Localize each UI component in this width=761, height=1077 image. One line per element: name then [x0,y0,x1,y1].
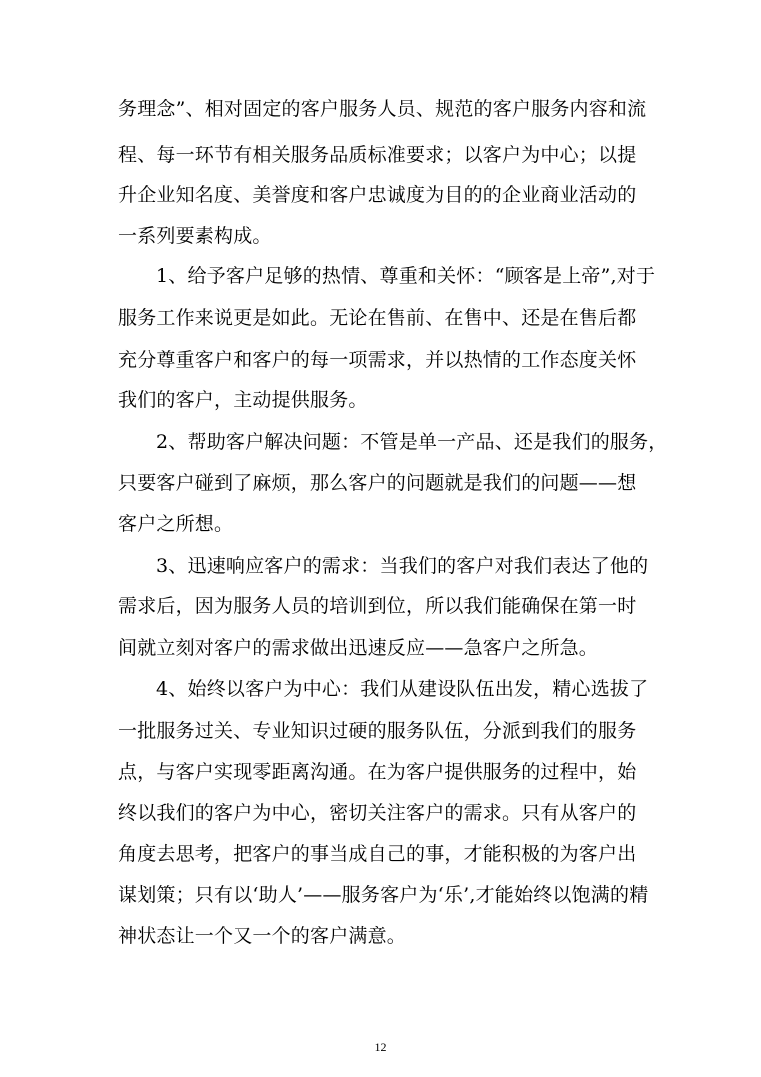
text-line: 务理念”、相对固定的客户服务人员、规范的客户服务内容和流 [118,98,647,120]
text-line: 终以我们的客户为中心，密切关注客户的需求。只有从客户的 [118,802,637,824]
page-number: 12 [374,1040,387,1054]
paragraph-2-first-line: 2、帮助客户解决问题：不管是单一产品、还是我们的服务， [156,431,668,453]
text-line: 程、每一环节有相关服务品质标准要求；以客户为中心；以提 [118,144,637,166]
text-line: 需求后，因为服务人员的培训到位，所以我们能确保在第一时 [118,595,637,617]
text-line: 服务工作来说更是如此。无论在售前、在售中、还是在售后都 [118,307,637,329]
text-line: 角度去思考，把客户的事当成自己的事，才能积极的为客户出 [118,843,637,865]
text-line: 升企业知名度、美誉度和客户忠诚度为目的的企业商业活动的 [118,184,637,206]
text-line: 一批服务过关、专业知识过硬的服务队伍，分派到我们的服务 [118,720,637,742]
text-line: 我们的客户，主动提供服务。 [118,389,368,411]
paragraph-3-first-line: 3、迅速响应客户的需求：当我们的客户对我们表达了他的 [156,555,649,577]
text-line: 间就立刻对客户的需求做出迅速反应——急客户之所急。 [118,637,599,659]
text-line: 神状态让一个又一个的客户满意。 [118,925,407,947]
text-line: 只要客户碰到了麻烦，那么客户的问题就是我们的问题——想 [118,472,637,494]
text-line: 充分尊重客户和客户的每一项需求，并以热情的工作态度关怀 [118,349,637,371]
text-line: 客户之所想。 [118,513,234,535]
paragraph-4-first-line: 4、始终以客户为中心：我们从建设队伍出发，精心选拔了 [156,678,649,700]
paragraph-1-first-line: 1、给予客户足够的热情、尊重和关怀：“顾客是上帝”,对于 [156,265,656,287]
text-line: 谋划策；只有以‘助人’——服务客户为‘乐’,才能始终以饱满的精 [118,884,649,906]
text-line: 点，与客户实现零距离沟通。在为客户提供服务的过程中，始 [118,761,637,783]
text-line: 一系列要素构成。 [118,225,272,247]
